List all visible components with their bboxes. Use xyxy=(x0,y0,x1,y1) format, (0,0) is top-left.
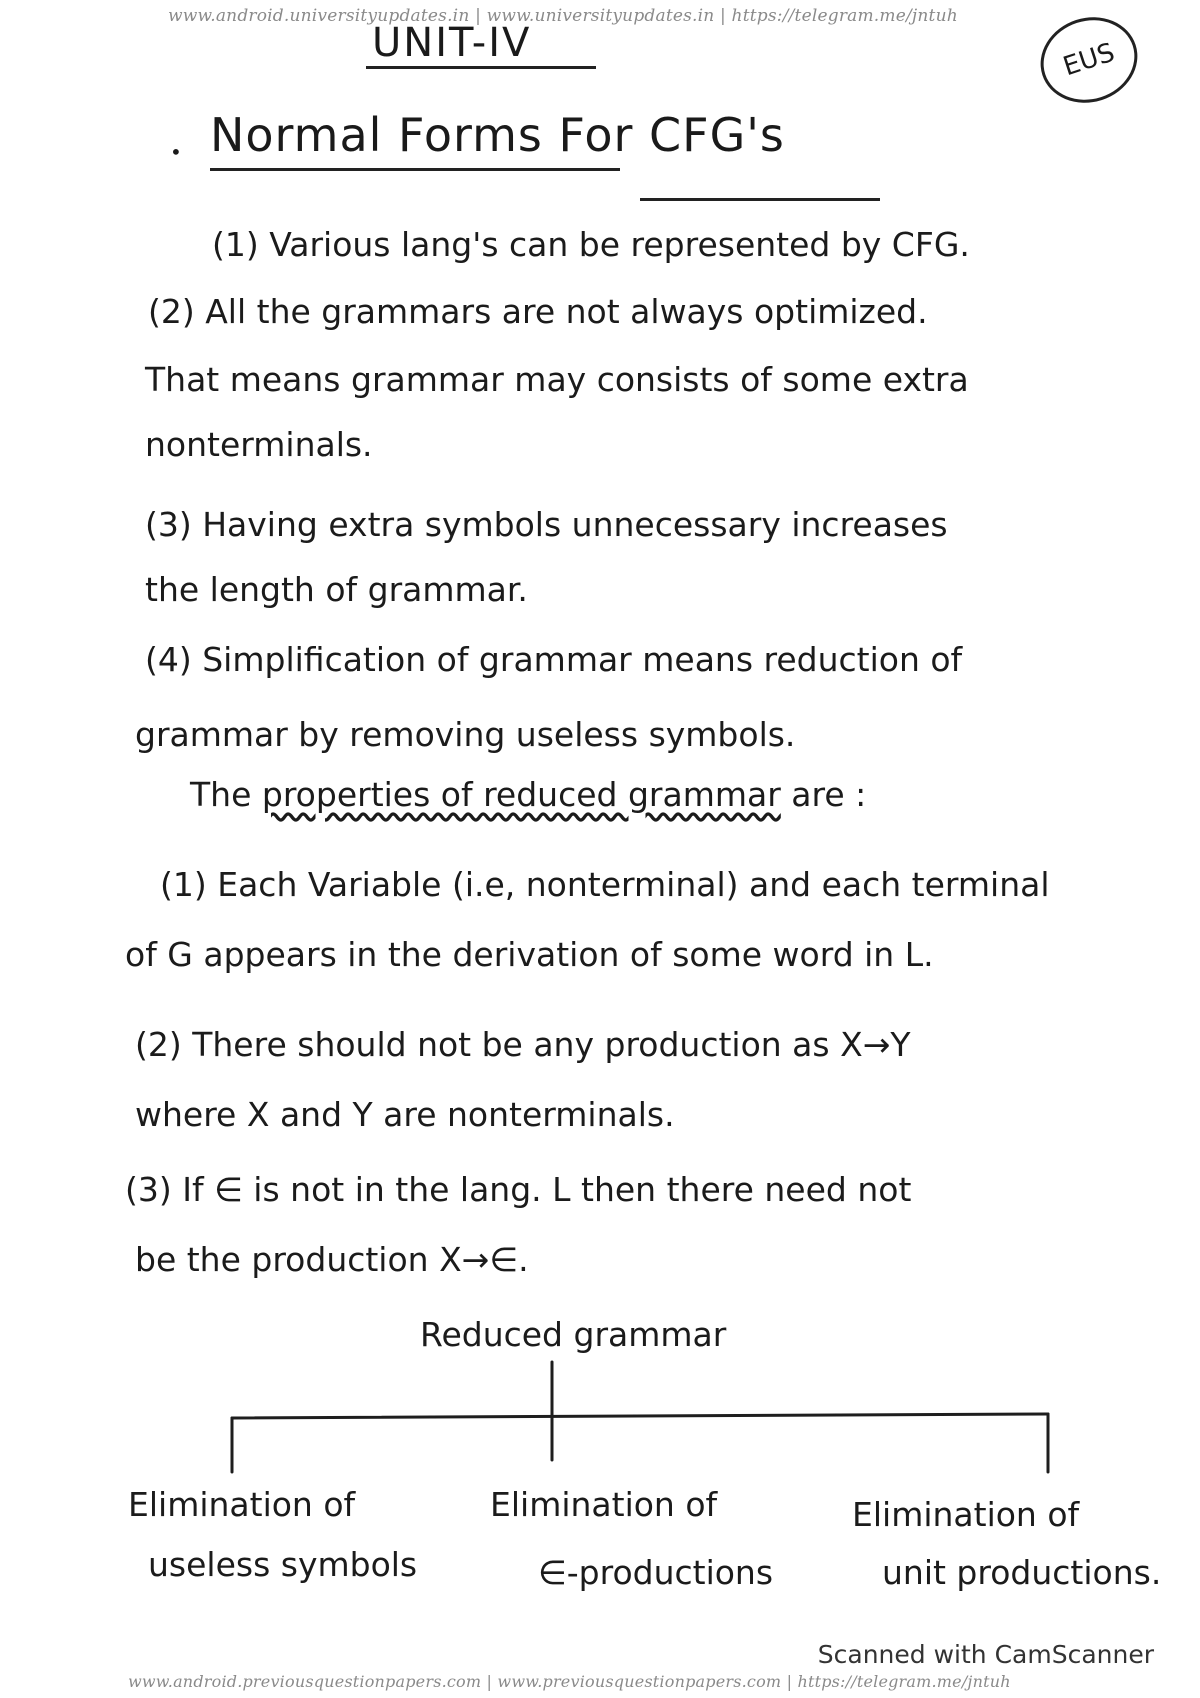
watermark-bottom: www.android.previousquestionpapers.com | www.previousquestionpapers.com | https://telegram.me/jntuh xyxy=(128,1672,1011,1691)
tree-child-2-line-2: ∈-productions xyxy=(538,1553,774,1592)
tree-root-label: Reduced grammar xyxy=(420,1315,727,1354)
property-line-4: where X and Y are nonterminals. xyxy=(135,1095,675,1134)
property-line-2: of G appears in the derivation of some word in L. xyxy=(125,935,934,974)
note-line-6: the length of grammar. xyxy=(145,570,528,609)
tree-branch-bar xyxy=(232,1414,1048,1418)
tree-child-3-line-2: unit productions. xyxy=(882,1553,1162,1592)
camscanner-label: Scanned with CamScanner xyxy=(817,1640,1154,1669)
note-line-2: (2) All the grammars are not always optimized. xyxy=(148,292,928,331)
property-line-3: (2) There should not be any production as X→Y xyxy=(135,1025,911,1064)
note-line-3: That means grammar may consists of some extra xyxy=(145,360,969,399)
property-line-5: (3) If ∈ is not in the lang. L then there need not xyxy=(125,1170,912,1209)
watermark-top: www.android.universityupdates.in | www.universityupdates.in | https://telegram.me/jntuh xyxy=(168,6,958,26)
note-line-1: (1) Various lang's can be represented by CFG. xyxy=(212,225,970,264)
property-line-6: be the production X→∈. xyxy=(135,1240,529,1279)
tree-child-3-line-1: Elimination of xyxy=(852,1495,1080,1534)
tree-child-2-line-1: Elimination of xyxy=(490,1485,718,1524)
note-line-8: grammar by removing useless symbols. xyxy=(135,715,796,754)
unit-heading: UNIT-IV xyxy=(372,20,532,66)
bullet-dot: • xyxy=(170,140,182,164)
properties-heading: The properties of reduced grammar are : xyxy=(190,775,867,814)
tree-child-1-line-2: useless symbols xyxy=(148,1545,418,1584)
page-title: Normal Forms For CFG's xyxy=(210,108,785,162)
note-line-5: (3) Having extra symbols unnecessary increases xyxy=(145,505,948,544)
property-line-1: (1) Each Variable (i.e, nonterminal) and each terminal xyxy=(160,865,1050,904)
tree-child-1-line-1: Elimination of xyxy=(128,1485,356,1524)
eus-stamp: EUS xyxy=(1029,5,1148,115)
note-line-7: (4) Simplification of grammar means reduction of xyxy=(145,640,963,679)
note-line-4: nonterminals. xyxy=(145,425,373,464)
